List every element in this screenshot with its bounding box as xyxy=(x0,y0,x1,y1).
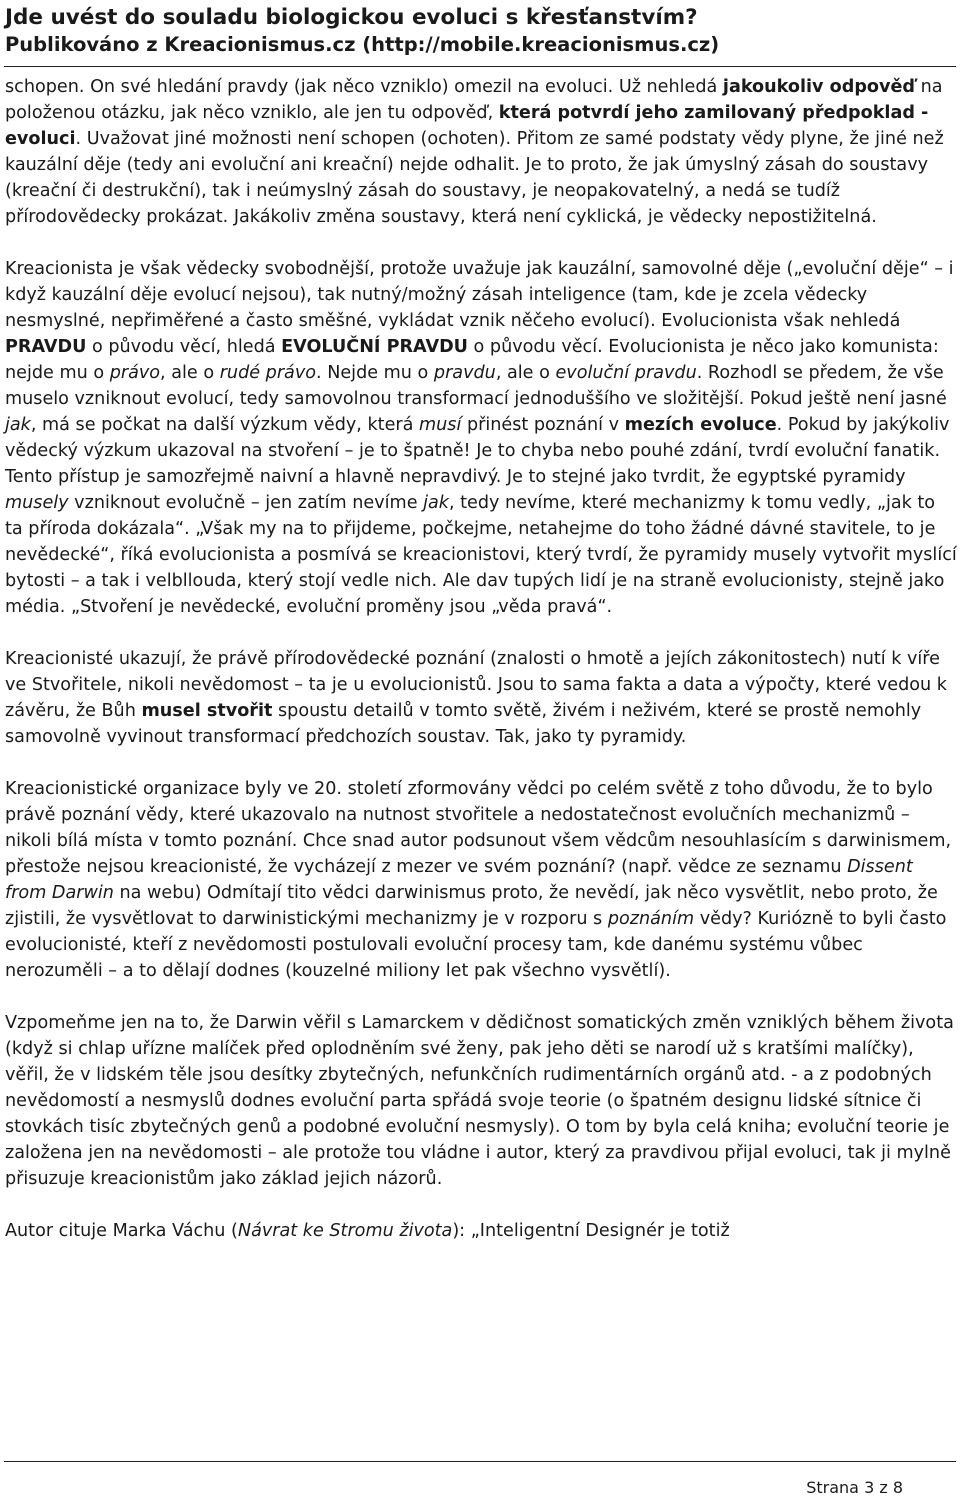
paragraph xyxy=(5,256,958,620)
text-run: spoustu detailů v tomto světě, živém i neživém, které se prostě nemohly samovolně vyvinout transformací předchozích soustav. Tak, jako ty pyramidy. xyxy=(5,701,922,747)
paragraph xyxy=(5,646,958,750)
publication-source: Publikováno z Kreacionismus.cz (http://mobile.kreacionismus.cz) xyxy=(5,33,720,56)
text-run: Kreacionistické organizace byly ve 20. století zformovány vědci po celém světě z toho důvodu, že to bylo právě poznání vědy, které ukazovalo na nutnost stvořitele a nedostatečnost evolučních mechanizmů – nikoli bílá místa v tomto poznání. Chce snad autor podsunout všem vědcům nesouhlasícím s darwinismem, přestože nejsou kreacionisté, že vycházejí z mezer ve svém poznání? (např. vědce ze seznamu xyxy=(5,779,952,877)
text-run: , tedy nevíme, které mechanizmy k tomu vedly, „jak to ta příroda dokázala“. „Však my na to přijdeme, počkejme, netahejme do toho žádné dávné stavitele, to je nevědecké“, říká evolucionista a posmívá se kreacionistovi, který tvrdí, že pyramidy musely vytvořit myslící bytosti – a tak i velbllouda, který stojí vedle nich. Ale dav tupých lidí je na straně evolucionisty, stejně jako média. „Stvoření je nevědecké, evoluční proměny jsou „věda pravá“. xyxy=(5,493,957,617)
page-number: Strana 3 z 8 xyxy=(806,1478,903,1497)
text-run: schopen. On své hledání pravdy (jak něco vzniklo) omezil na evoluci. Už nehledá xyxy=(5,77,723,97)
paragraph xyxy=(5,776,958,984)
paragraph xyxy=(5,74,958,230)
text-run: ): „Inteligentní Designér je totiž xyxy=(452,1221,730,1241)
italic-text: musely xyxy=(5,493,69,513)
paragraph xyxy=(5,1218,958,1244)
text-run: Autor cituje Marka Váchu ( xyxy=(5,1221,238,1241)
text-run: , má se počkat na další výzkum vědy, která xyxy=(30,415,420,435)
italic-text: poznáním xyxy=(607,909,695,929)
italic-text: pravdu xyxy=(433,363,496,383)
bold-text: která potvrdí jeho zamilovaný předpoklad - evoluci xyxy=(5,103,929,149)
text-run: . Uvažovat jiné možnosti není schopen (ochoten). Přitom ze samé podstaty vědy plyne, že jiné než kauzální děje (tedy ani evoluční ani kreační) nejde odhalit. Je to proto, že jak úmyslný zásah do soustavy (kreační či destrukční), tak i neúmyslný zásah do soustavy, je neopakovatelný, a nedá se tudíž přírodovědecky prokázat. Jakákoliv změna soustavy, která není cyklická, je vědecky nepostižitelná. xyxy=(5,129,944,227)
italic-text: právo xyxy=(109,363,161,383)
text-run: Kreacionista je však vědecky svobodnější, protože uvažuje jak kauzální, samovolné děje („evoluční děje“ – i když kauzální děje evolucí nejsou), tak nutný/možný zásah inteligence (tam, kde je zcela vědecky nesmyslné, nepřiměřené a často směšné, vykládat vznik něčeho evolucí). Evolucionista však nehledá xyxy=(5,259,954,331)
bold-text: EVOLUČNÍ PRAVDU xyxy=(281,337,468,357)
document-header xyxy=(5,4,955,58)
article-body xyxy=(5,74,958,1244)
italic-text: Dissent from Darwin xyxy=(5,857,913,903)
text-run: Kreacionisté ukazují, že právě přírodovědecké poznání (znalosti o hmotě a jejích zákonitostech) nutí k víře ve Stvořitele, nikoli nevědomost – ta je u evolucionistů. Jsou to sama fakta a data a výpočty, které vedou k závěru, že Bůh xyxy=(5,649,947,721)
document-title: Jde uvést do souladu biologickou evoluci s křesťanstvím? xyxy=(5,5,698,30)
text-run: vzniknout evolučně – jen zatím nevíme xyxy=(68,493,424,513)
italic-text: jak xyxy=(423,493,449,513)
italic-text: Návrat ke Stromu života xyxy=(237,1221,453,1241)
text-run: o původu věcí. Evolucionista je něco jako komunista: nejde mu o xyxy=(5,337,939,383)
text-run: vědy? Kuriózně to byli často evolucionisté, kteří z nevědomosti postulovali evoluční procesy tam, kde danému systému vůbec nerozuměli – a to dělají dodnes (kouzelné miliony let pak všechno vysvětlí). xyxy=(5,909,947,981)
text-run: , ale o xyxy=(160,363,220,383)
bold-text: mezích evoluce xyxy=(624,415,777,435)
text-run: . Pokud by jakýkoliv vědecký výzkum ukazoval na stvoření – je to špatně! Je to chyba nebo pouhé zdání, tvrdí evoluční fanatik. Tento přístup je samozřejmě naivní a hlavně nepravdivý. Je to stejné jako tvrdit, že egyptské pyramidy xyxy=(5,415,950,487)
paragraph xyxy=(5,1010,958,1192)
text-run: , ale o xyxy=(495,363,556,383)
text-run: o původu věcí, hledá xyxy=(86,337,282,357)
italic-text: rudé právo xyxy=(219,363,317,383)
footer-divider xyxy=(4,1461,956,1462)
italic-text: evoluční pravdu xyxy=(555,363,697,383)
text-run: na webu) Odmítají tito vědci darwinismus proto, že nevědí, jak něco vysvětlit, nebo proto, že zjistili, že vysvětlovat to darwinistickými mechanizmy je v rozporu s xyxy=(5,883,938,929)
text-run: Vzpomeňme jen na to, že Darwin věřil s Lamarckem v dědičnost somatických změn vzniklých během života (když si chlap uřízne malíček před oplodněním své ženy, pak jeho děti se narodí už s kratšími malíčky), věřil, že v lidském těle jsou desítky zbytečných, nefunkčních rudimentárních orgánů atd. - a z podobných nevědomostí a nesmyslů dodnes evoluční parta spřádá svoje teorie (o špatném designu lidské sítnice či stovkách tisíc zbytečných genů a podobné evoluční nesmysly). O tom by byla celá kniha; evoluční teorie je založena jen na nevědomosti – ale protože tou vládne i autor, který za pravdivou přijal evoluci, tak ji mylně přisuzuje kreacionistům jako základ jejich názorů. xyxy=(5,1013,954,1189)
bold-text: musel stvořit xyxy=(141,701,273,721)
italic-text: jak xyxy=(5,415,31,435)
italic-text: musí xyxy=(419,415,462,435)
text-run: . Nejde mu o xyxy=(316,363,434,383)
text-run: přinést poznání v xyxy=(461,415,625,435)
bold-text: PRAVDU xyxy=(5,337,87,357)
text-run: . Rozhodl se předem, že vše muselo vzniknout evolucí, tedy samovolnou transformací jednoduššího ve složitější. Pokud ještě není jasné xyxy=(5,363,947,409)
text-run: na položenou otázku, jak něco vzniklo, ale jen tu odpověď, xyxy=(5,77,943,123)
header-divider xyxy=(4,66,956,67)
bold-text: jakoukoliv odpověď xyxy=(722,77,915,97)
